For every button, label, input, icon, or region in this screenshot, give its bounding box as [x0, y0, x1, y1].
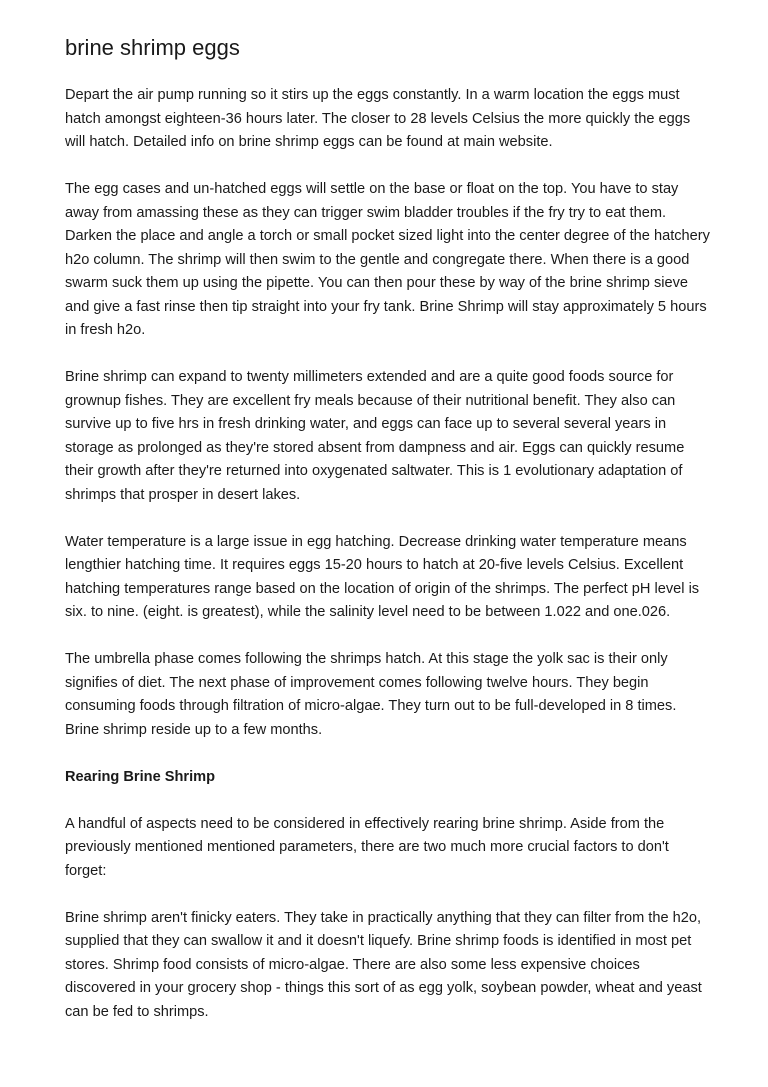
section-heading-rearing: Rearing Brine Shrimp — [65, 768, 216, 785]
document-body — [65, 84, 710, 1048]
paragraph-feeding: Brine shrimp aren't finicky eaters. They take in practically anything that they can filter from the h2o, supplied that they can swallow it and it doesn't liquefy. Brine shrimp foods is identified in most pet stores. Shrimp food consists of micro-algae. There are also some less expensive choices discovered in your grocery shop - things this sort of as egg yolk, soybean powder, wheat and yeast can be fed to shrimps. — [65, 909, 702, 1020]
paragraph-umbrella-phase: The umbrella phase comes following the shrimps hatch. At this stage the yolk sac is their only signifies of diet. The next phase of improvement comes following twelve hours. They begin consuming foods through filtration of micro-algae. They turn out to be full-developed in 8 times. Brine shrimp reside up to a few months. — [65, 651, 677, 738]
paragraph-water-temperature: Water temperature is a large issue in egg hatching. Decrease drinking water temperature means lengthier hatching time. It requires eggs 15-20 hours to hatch at 20-five levels Celsius. Excellent hatching temperatures range based on the location of origin of the shrimps. The perfect pH level is six. to nine. (eight. is greatest), while the salinity level need to be between 1.022 and one.026. — [65, 533, 700, 620]
page-title: brine shrimp eggs — [65, 35, 240, 60]
paragraph-hatching: Depart the air pump running so it stirs up the eggs constantly. In a warm location the eggs must hatch amongst eighteen-36 hours later. The closer to 28 levels Celsius the more quickly the eggs will hatch. Detailed info on brine shrimp eggs can be found at main website. — [65, 87, 691, 150]
paragraph-harvesting: The egg cases and un-hatched eggs will settle on the base or float on the top. You have to stay away from amassing these as they can trigger swim bladder troubles if the fry try to eat them. Darken the place and angle a torch or small pocket sized light into the center degree of the hatchery h2o column. The shrimp will then swim to the gentle and congregate there. When there is a good swarm suck them up using the pipette. You can then pour these by way of the brine shrimp sieve and give a fast rinse then tip straight into your fry tank. Brine Shrimp will stay approximately 5 hours in fresh h2o. — [65, 181, 710, 338]
paragraph-rearing-aspects: A handful of aspects need to be considered in effectively rearing brine shrimp. Aside from the previously mentioned mentioned parameters, there are two much more crucial factors to don't forget: — [65, 815, 669, 879]
paragraph-food-source: Brine shrimp can expand to twenty millimeters extended and are a quite good foods source for grownup fishes. They are excellent fry meals because of their nutritional benefit. They also can survive up to five hrs in fresh drinking water, and eggs can face up to several several years in storage as prolonged as they're stored absent from dampness and air. Eggs can quickly resume their growth after they're returned into oxygenated saltwater. This is 1 evolutionary adaptation of shrimps that prosper in desert lakes. — [65, 369, 685, 503]
